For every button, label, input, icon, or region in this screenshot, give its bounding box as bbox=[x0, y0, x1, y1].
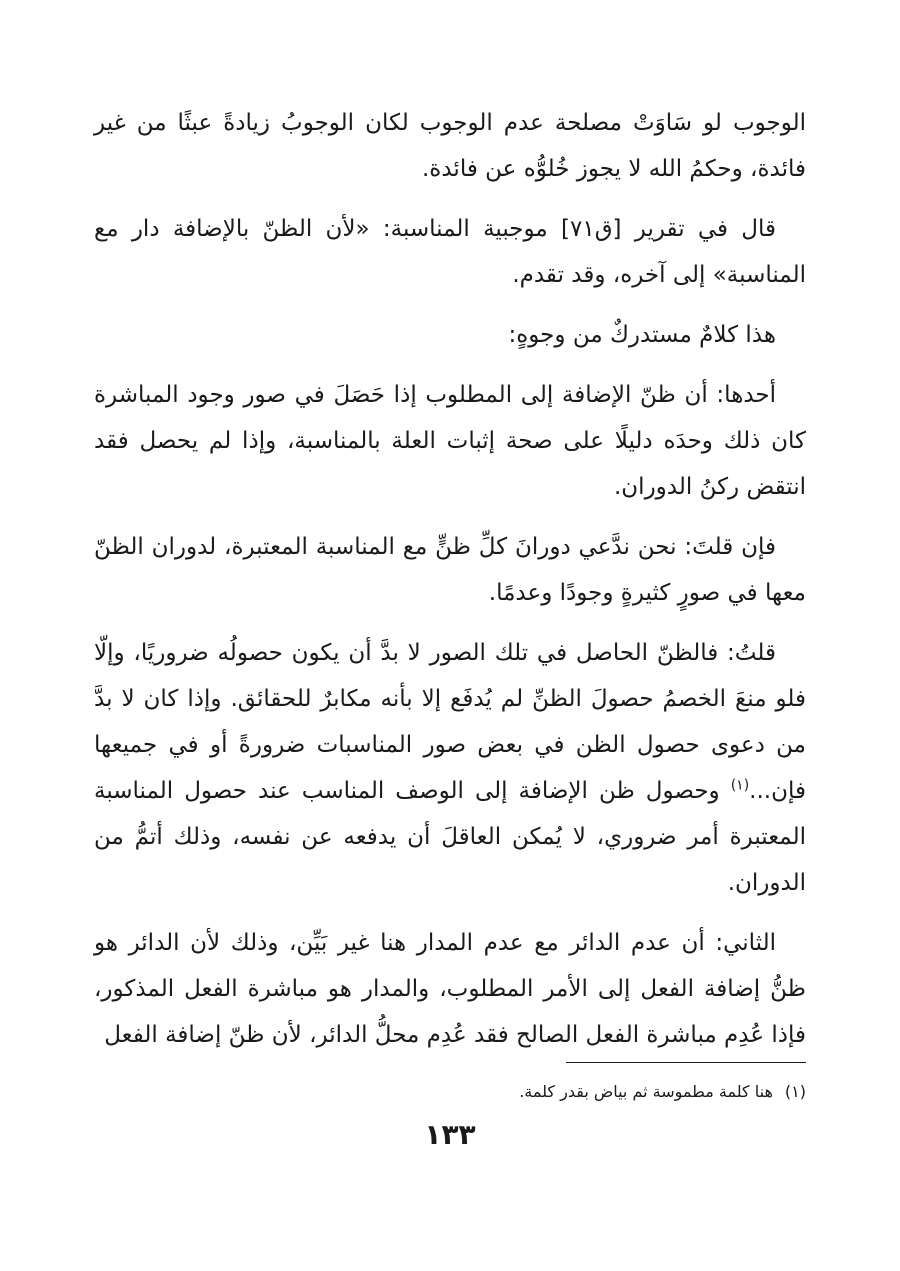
paragraph-continuation: الوجوب لو سَاوَتْ مصلحة عدم الوجوب لكان الوجوبُ زيادةً عبثًا من غير فائدة، وحكمُ الله لا يجوز خُلوُّه عن فائدة. bbox=[94, 110, 806, 182]
footnote-text: هنا كلمة مطموسة ثم بياض بقدر كلمة. bbox=[519, 1082, 773, 1101]
answer-text-after-note: وحصول ظن الإضافة إلى الوصف المناسب عند حصول المناسبة المعتبرة أمر ضروري، لا يُمكن العاقلَ أن يدفعه عن نفسه، وذلك أتمُّ من الدوران. bbox=[94, 778, 806, 896]
page-body bbox=[94, 100, 806, 1072]
footnote bbox=[94, 1078, 806, 1106]
paragraph-answer bbox=[94, 630, 806, 906]
footnote-number: (١) bbox=[784, 1082, 806, 1101]
paragraph-question: فإن قلتَ: نحن ندَّعي دورانَ كلِّ ظنٍّ مع المناسبة المعتبرة، لدوران الظنّ معها في صورٍ كثيرةٍ وجودًا وعدمًا. bbox=[94, 534, 806, 606]
paragraph-objection-intro: هذا كلامٌ مستدركٌ من وجوهٍ: bbox=[508, 322, 776, 348]
paragraph-first-point: أحدها: أن ظنّ الإضافة إلى المطلوب إذا حَصَلَ في صور وجود المباشرة كان ذلك وحدَه دليلًا على صحة إثبات العلة بالمناسبة، وإذا لم يحصل فقد انتقض ركنُ الدوران. bbox=[94, 382, 806, 500]
page-number: ١٣٣ bbox=[424, 1118, 476, 1151]
answer-text-before-note: قلتُ: فالظنّ الحاصل في تلك الصور لا بدَّ أن يكون حصولُه ضروريًا، وإلّا فلو منعَ الخصمُ حصولَ الظنِّ لم يُدفَع إلا بأنه مكابرٌ للحقائق. وإذا كان لا بدَّ من دعوى حصول الظن في بعض صور المناسبات ضرورةً أو في جميعها فإن... bbox=[94, 640, 806, 804]
footnote-divider bbox=[566, 1062, 806, 1063]
paragraph-quote: قال في تقرير [ق٧١] موجبية المناسبة: «لأن الظنّ بالإضافة دار مع المناسبة» إلى آخره، وقد تقدم. bbox=[94, 216, 806, 288]
footnote-reference-marker[interactable]: (١) bbox=[730, 777, 750, 794]
paragraph-second-point: الثاني: أن عدم الدائر مع عدم المدار هنا غير بَيِّن، وذلك لأن الدائر هو ظنُّ إضافة الفعل إلى الأمر المطلوب، والمدار هو مباشرة الفعل المذكور، فإذا عُدِم مباشرة الفعل الصالح فقد عُدِم محلُّ الدائر، لأن ظنّ إضافة الفعل bbox=[94, 930, 806, 1048]
